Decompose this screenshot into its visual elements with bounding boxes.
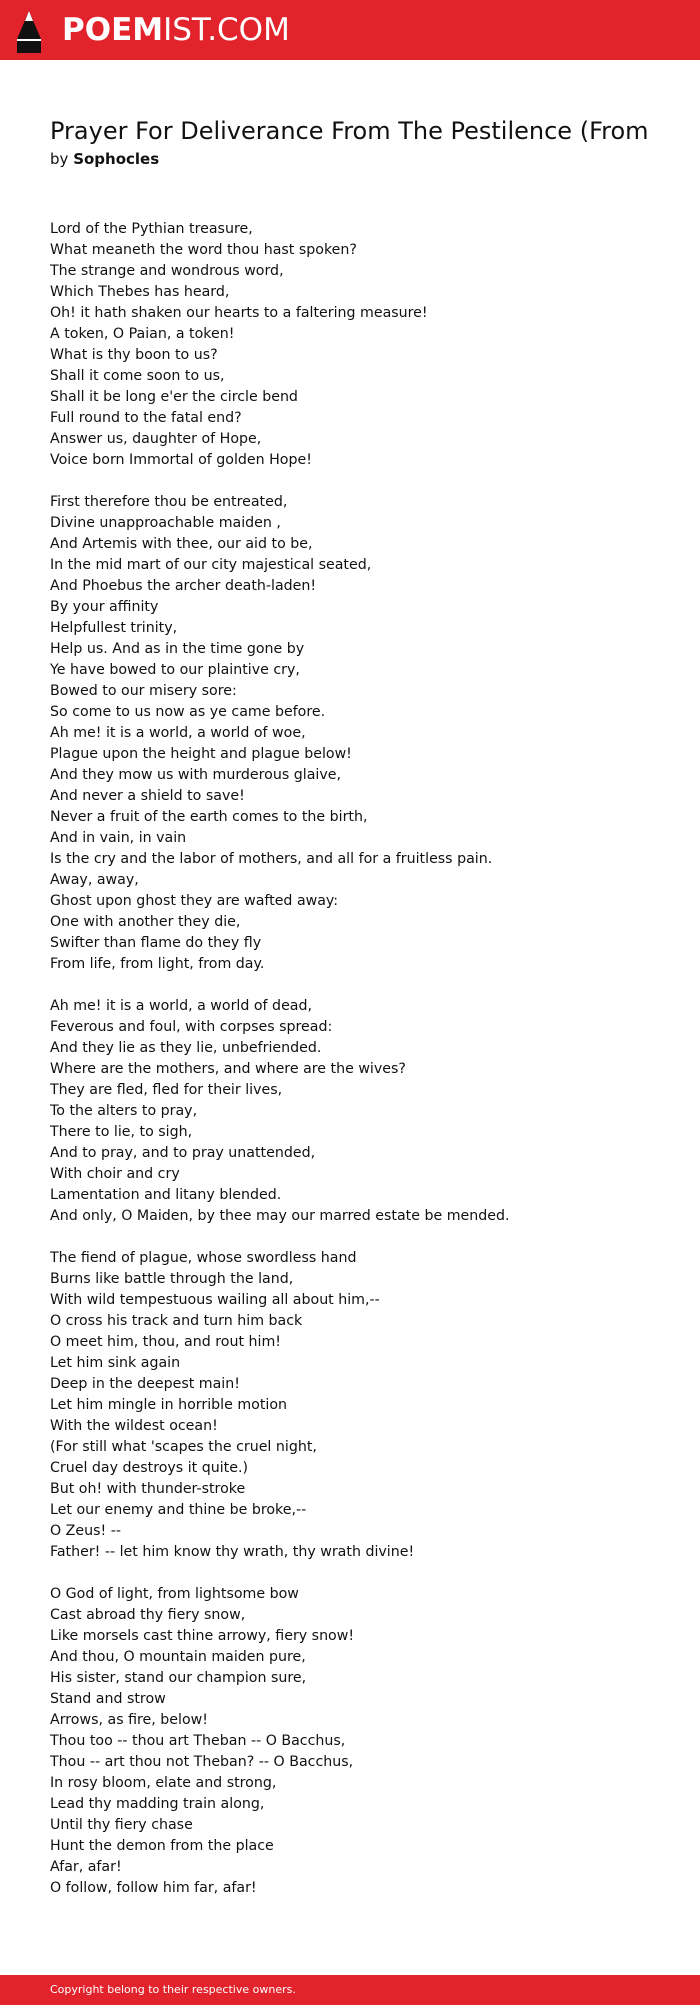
poem-line: Ah me! it is a world, a world of woe, — [50, 725, 306, 741]
poem-line: But oh! with thunder-stroke — [50, 1481, 246, 1497]
poem-line: With wild tempestuous wailing all about him,-- — [50, 1292, 380, 1308]
poem-line: Let him mingle in horrible motion — [50, 1397, 287, 1413]
poem-stanza — [50, 492, 670, 975]
poem-line: Shall it be long e'er the circle bend — [50, 389, 298, 405]
poem-line: In the mid mart of our city majestical seated, — [50, 557, 372, 573]
poem-line: Lead thy madding train along, — [50, 1796, 265, 1812]
poem-line: And thou, O mountain maiden pure, — [50, 1649, 306, 1665]
poem-line: Ah me! it is a world, a world of dead, — [50, 998, 313, 1014]
poem-line: O Zeus! -- — [50, 1523, 121, 1539]
poem-line: Burns like battle through the land, — [50, 1271, 294, 1287]
poem-title: Prayer For Deliverance From The Pestilence (From — [50, 117, 649, 145]
poem-line: Arrows, as fire, below! — [50, 1712, 208, 1728]
poem-line: There to lie, to sigh, — [50, 1124, 193, 1140]
poem-line: O cross his track and turn him back — [50, 1313, 303, 1329]
author-name[interactable]: Sophocles — [73, 150, 160, 168]
poem-line: Lamentation and litany blended. — [50, 1187, 282, 1203]
poem-line: Away, away, — [50, 872, 139, 888]
poem-line: Father! -- let him know thy wrath, thy wrath divine! — [50, 1544, 415, 1560]
poem-line: So come to us now as ye came before. — [50, 704, 326, 720]
poem-line: Thou too -- thou art Theban -- O Bacchus, — [50, 1733, 346, 1749]
poem-stanza — [50, 996, 670, 1227]
poem-line: What meaneth the word thou hast spoken? — [50, 242, 357, 258]
poem-line: And only, O Maiden, by thee may our marred estate be mended. — [50, 1208, 510, 1224]
poem-line: Hunt the demon from the place — [50, 1838, 274, 1854]
poem-line: Let our enemy and thine be broke,-- — [50, 1502, 307, 1518]
poem-line: Plague upon the height and plague below! — [50, 746, 352, 762]
poem-line: Like morsels cast thine arrowy, fiery snow! — [50, 1628, 355, 1644]
poem-line: Until thy fiery chase — [50, 1817, 193, 1833]
poem-line: The strange and wondrous word, — [50, 263, 284, 279]
poem-line: O God of light, from lightsome bow — [50, 1586, 299, 1602]
poem-line: Helpfullest trinity, — [50, 620, 178, 636]
poem-line: Where are the mothers, and where are the wives? — [50, 1061, 406, 1077]
poem-stanza — [50, 219, 670, 471]
poem-line: Lord of the Pythian treasure, — [50, 221, 253, 237]
byline — [50, 148, 159, 170]
poem-line: Stand and strow — [50, 1691, 166, 1707]
poem-line: To the alters to pray, — [50, 1103, 198, 1119]
poem-line: Cast abroad thy fiery snow, — [50, 1607, 246, 1623]
poem-line: Never a fruit of the earth comes to the birth, — [50, 809, 368, 825]
poem-line: What is thy boon to us? — [50, 347, 218, 363]
poem-line: Deep in the deepest main! — [50, 1376, 240, 1392]
logo-text-bold: POEM — [62, 12, 164, 48]
poem-line: Swifter than flame do they fly — [50, 935, 262, 951]
poem-line: Full round to the fatal end? — [50, 410, 242, 426]
poem-line: (For still what 'scapes the cruel night, — [50, 1439, 317, 1455]
site-logo[interactable] — [62, 8, 290, 52]
poem-line: Cruel day destroys it quite.) — [50, 1460, 248, 1476]
poem-line: And never a shield to save! — [50, 788, 245, 804]
poem-line: And to pray, and to pray unattended, — [50, 1145, 316, 1161]
poem-line: In rosy bloom, elate and strong, — [50, 1775, 277, 1791]
by-label: by — [50, 150, 69, 168]
poem-line: From life, from light, from day. — [50, 956, 265, 972]
poem-line: Let him sink again — [50, 1355, 181, 1371]
poem-line: Afar, afar! — [50, 1859, 122, 1875]
poem-line: Help us. And as in the time gone by — [50, 641, 305, 657]
poem-line: Which Thebes has heard, — [50, 284, 230, 300]
logo-text-light: IST.COM — [163, 12, 290, 48]
poem-line: Ye have bowed to our plaintive cry, — [50, 662, 300, 678]
poem-line: And in vain, in vain — [50, 830, 187, 846]
poem-line: With the wildest ocean! — [50, 1418, 218, 1434]
poem-line: Ghost upon ghost they are wafted away: — [50, 893, 339, 909]
poem-line: With choir and cry — [50, 1166, 180, 1182]
poem-line: Shall it come soon to us, — [50, 368, 225, 384]
poem-stanza — [50, 1584, 670, 1899]
poem-line: Divine unapproachable maiden , — [50, 515, 281, 531]
site-header — [0, 0, 700, 60]
site-footer — [0, 1975, 700, 2005]
poem-line: And they lie as they lie, unbefriended. — [50, 1040, 322, 1056]
poem-body — [50, 219, 670, 1920]
poem-line: By your affinity — [50, 599, 159, 615]
poem-line: And Artemis with thee, our aid to be, — [50, 536, 313, 552]
poem-line: Bowed to our misery sore: — [50, 683, 237, 699]
poem-stanza — [50, 1248, 670, 1563]
poem-line: Thou -- art thou not Theban? -- O Bacchus, — [50, 1754, 354, 1770]
poem-line: First therefore thou be entreated, — [50, 494, 288, 510]
poem-line: They are fled, fled for their lives, — [50, 1082, 283, 1098]
poem-line: A token, O Paian, a token! — [50, 326, 235, 342]
poem-line: O follow, follow him far, afar! — [50, 1880, 257, 1896]
poem-line: His sister, stand our champion sure, — [50, 1670, 307, 1686]
poem-line: The fiend of plague, whose swordless hand — [50, 1250, 357, 1266]
poem-line: Oh! it hath shaken our hearts to a faltering measure! — [50, 305, 428, 321]
poem-line: Feverous and foul, with corpses spread: — [50, 1019, 333, 1035]
poem-line: Voice born Immortal of golden Hope! — [50, 452, 312, 468]
poem-line: Is the cry and the labor of mothers, and all for a fruitless pain. — [50, 851, 493, 867]
pencil-tip-icon[interactable] — [17, 11, 41, 53]
poem-line: One with another they die, — [50, 914, 241, 930]
poem-line: And they mow us with murderous glaive, — [50, 767, 341, 783]
copyright-text: Copyright belong to their respective owners. — [50, 1983, 296, 1996]
poem-line: O meet him, thou, and rout him! — [50, 1334, 281, 1350]
poem-line: And Phoebus the archer death-laden! — [50, 578, 317, 594]
poem-line: Answer us, daughter of Hope, — [50, 431, 262, 447]
